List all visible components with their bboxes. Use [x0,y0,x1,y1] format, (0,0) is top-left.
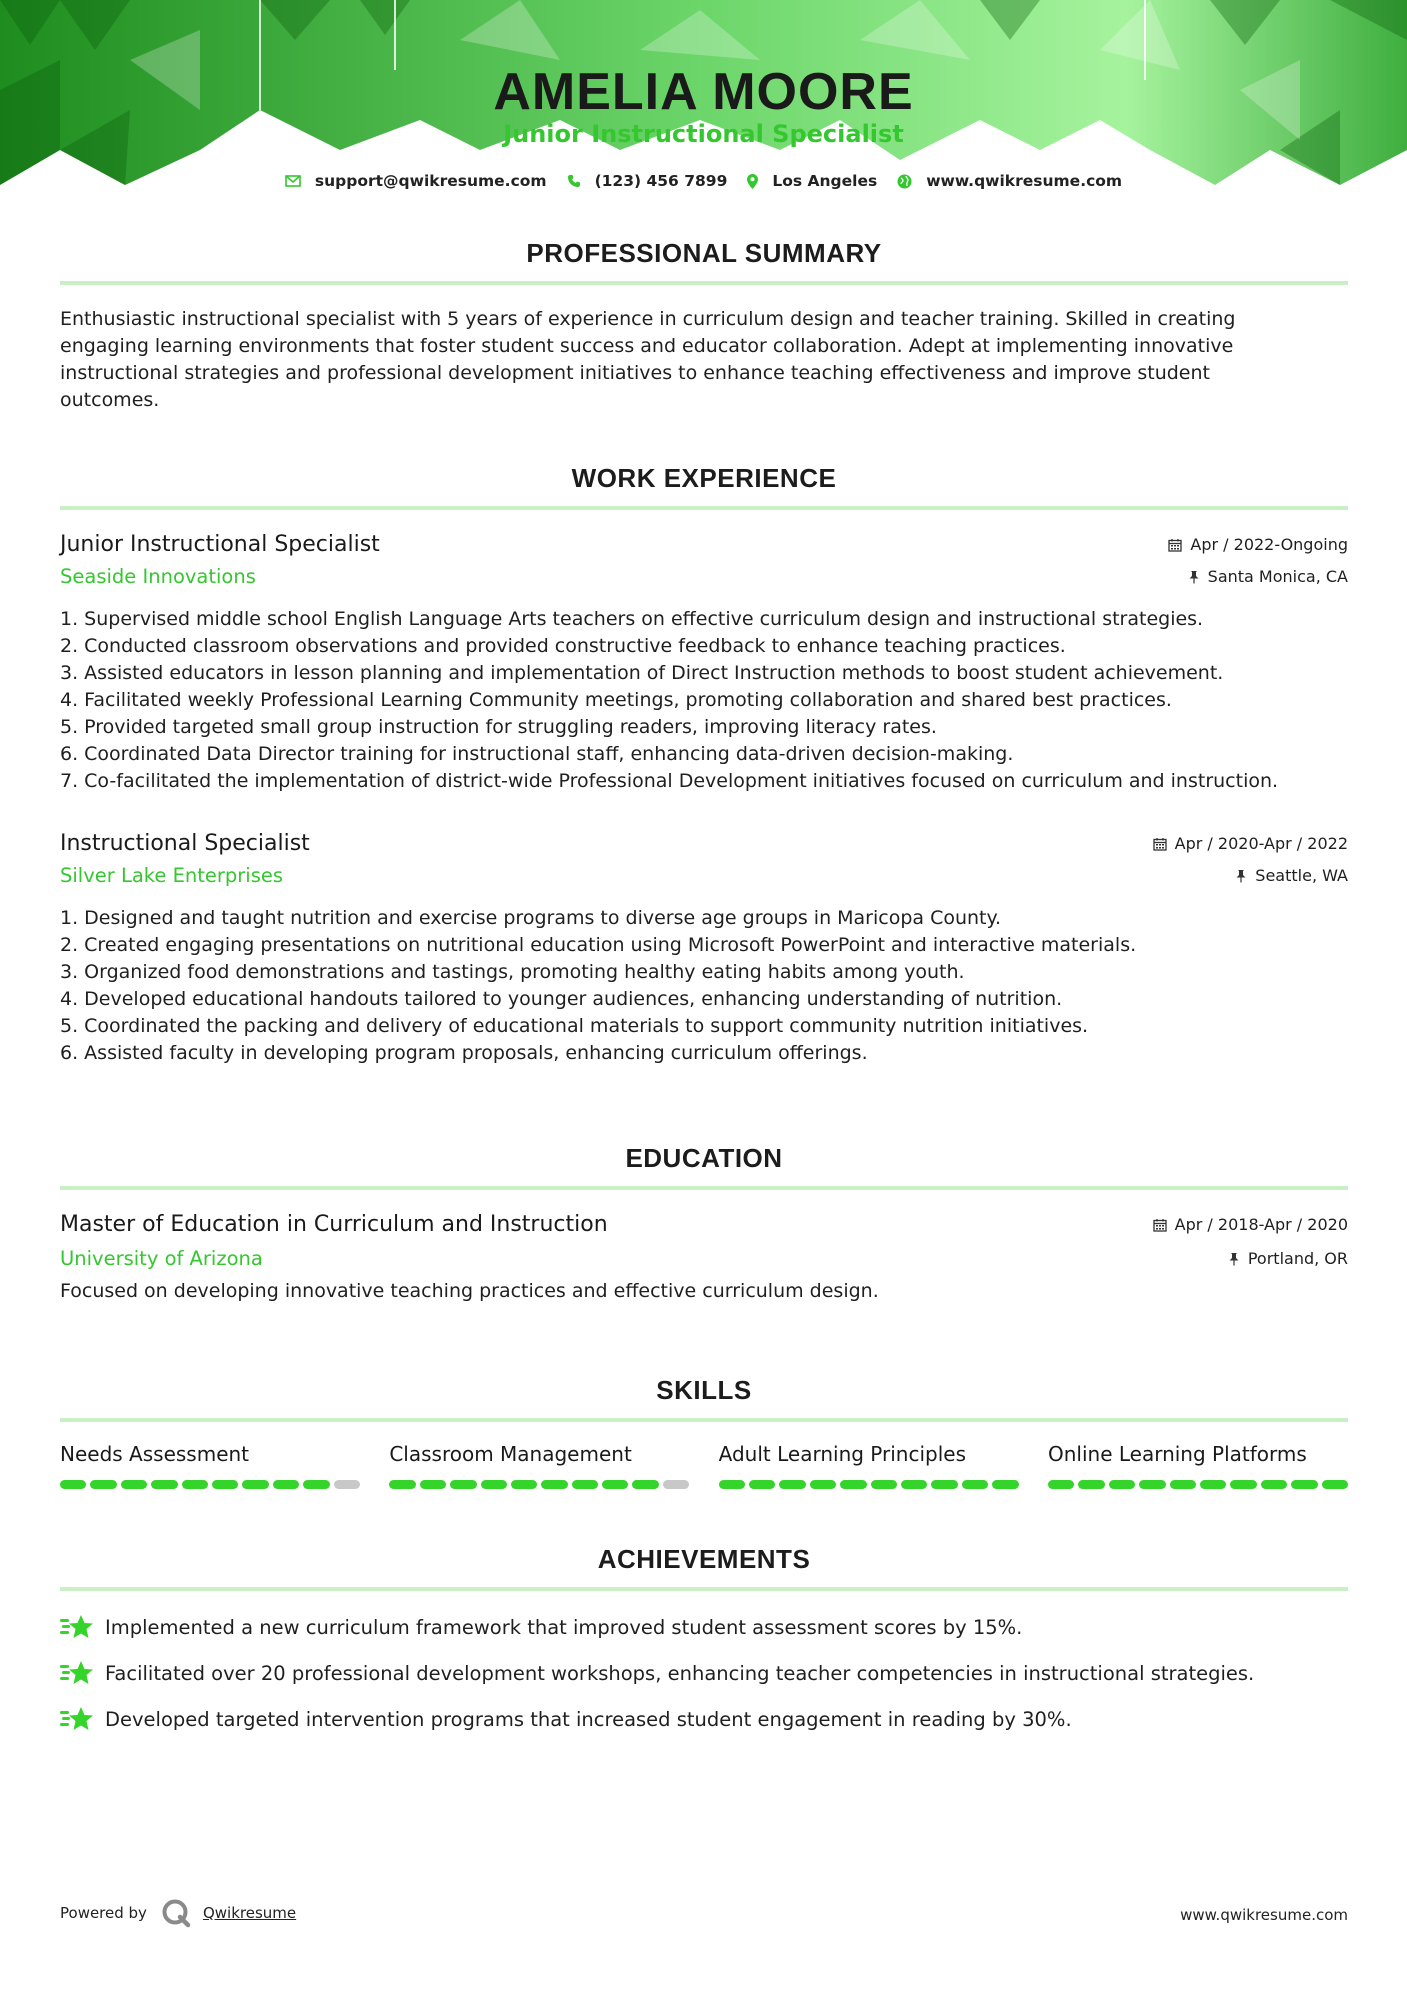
duty-item: 1. Supervised middle school English Language Arts teachers on effective curriculum design and instructional strategies. [60,608,1204,630]
skill-level-segment-filled [962,1480,988,1489]
shooting-star-icon [60,1705,93,1733]
job-location [1188,567,1348,586]
job-dates-text: Apr / 2022-Ongoing [1190,535,1348,554]
duty-item: 7. Co-facilitated the implementation of district-wide Professional Development initiatives focused on curriculum and instruction. [60,770,1279,792]
contact-email-text: support@qwikresume.com [314,172,547,190]
summary-line: instructional strategies and professional development initiatives to enhance teaching effectiveness and improve student [60,362,1210,384]
duty-item: 4. Facilitated weekly Professional Learning Community meetings, promoting collaboration and shared best practices. [60,689,1172,711]
education-divider [60,1186,1348,1190]
skill-level-segment-empty [334,1480,360,1489]
skill-level-segment-filled [303,1480,329,1489]
experience-section [60,463,1348,1067]
summary-divider [60,281,1348,285]
qwikresume-logo-icon [161,1898,191,1928]
skill-level-bar [1048,1480,1348,1489]
skill-level-segment-filled [1170,1480,1196,1489]
job-role: Instructional Specialist [60,831,310,856]
skill-level-segment-filled [182,1480,208,1489]
candidate-name: AMELIA MOORE [493,63,914,121]
achievement-text: Facilitated over 20 professional development workshops, enhancing teacher competencies in instructional strategies. [105,1661,1255,1685]
contact-website-text: www.qwikresume.com [926,172,1123,190]
skill-name: Classroom Management [389,1442,632,1466]
job-dates [1153,834,1348,853]
skills-section [60,1375,1348,1489]
contact-phone-text: (123) 456 7899 [594,172,728,190]
pushpin-icon [1235,869,1247,883]
skill-level-segment-filled [871,1480,897,1489]
skill-level-segment-filled [931,1480,957,1489]
footer-website[interactable]: www.qwikresume.com [1180,1906,1348,1924]
skills-list [60,1442,1348,1489]
job-entry [60,831,1348,1067]
skill-level-segment-empty [663,1480,689,1489]
education-section [60,1143,1348,1305]
job-location-text: Seattle, WA [1255,866,1348,885]
skill-level-segment-filled [901,1480,927,1489]
skill-name: Adult Learning Principles [718,1442,966,1466]
achievements-heading: ACHIEVEMENTS [597,1544,811,1574]
job-role: Junior Instructional Specialist [60,532,380,557]
duty-item: 3. Organized food demonstrations and tastings, promoting healthy eating habits among youth. [60,961,965,983]
duty-item: 1. Designed and taught nutrition and exercise programs to diverse age groups in Maricopa County. [60,907,1002,929]
powered-by-label: Powered by [60,1904,147,1922]
achievements-divider [60,1587,1348,1591]
duty-item: 5. Provided targeted small group instruction for struggling readers, improving literacy rates. [60,716,937,738]
duty-item: 6. Coordinated Data Director training for instructional staff, enhancing data-driven decision-making. [60,743,1014,765]
summary-heading: PROFESSIONAL SUMMARY [526,238,882,268]
phone-icon [567,174,581,188]
skill-level-segment-filled [779,1480,805,1489]
skill-level-segment-filled [719,1480,745,1489]
skill-level-segment-filled [60,1480,86,1489]
skill-name: Needs Assessment [60,1442,250,1466]
job-dates-text: Apr / 2020-Apr / 2022 [1174,834,1348,853]
achievements-section [60,1544,1348,1751]
contact-phone[interactable] [567,172,728,190]
achievement-text: Developed targeted intervention programs that increased student engagement in reading by 30%. [105,1707,1072,1731]
duty-item: 2. Created engaging presentations on nutritional education using Microsoft PowerPoint and interactive materials. [60,934,1137,956]
skill-level-segment-filled [420,1480,446,1489]
skill-level-segment-filled [1261,1480,1287,1489]
skill-level-segment-filled [151,1480,177,1489]
skill-level-segment-filled [602,1480,628,1489]
contact-location [747,172,877,190]
achievement-item [60,1705,1348,1733]
education-location-text: Portland, OR [1247,1249,1348,1268]
duty-item: 3. Assisted educators in lesson planning and implementation of Direct Instruction methods to boost student achievement. [60,662,1224,684]
job-company: Silver Lake Enterprises [60,864,284,887]
summary-text [60,306,1348,414]
globe-icon [897,174,912,189]
education-degree: Master of Education in Curriculum and Instruction [60,1212,608,1237]
education-location [1228,1249,1348,1268]
contact-location-text: Los Angeles [772,172,878,190]
achievement-text: Implemented a new curriculum framework that improved student assessment scores by 15%. [105,1615,1023,1639]
summary-line: outcomes. [60,389,160,411]
summary-line: Enthusiastic instructional specialist with 5 years of experience in curriculum design and teacher training. Skilled in creating [60,308,1236,330]
skill-level-segment-filled [273,1480,299,1489]
skill-name: Online Learning Platforms [1047,1442,1307,1466]
skill-level-segment-filled [511,1480,537,1489]
job-duties [60,905,1348,1067]
pushpin-icon [1228,1252,1240,1266]
skill-level-segment-filled [541,1480,567,1489]
skills-divider [60,1418,1348,1422]
job-location-text: Santa Monica, CA [1207,567,1348,586]
skill-level-segment-filled [1322,1480,1348,1489]
duty-item: 4. Developed educational handouts tailored to younger audiences, enhancing understanding of nutrition. [60,988,1063,1010]
summary-line: engaging learning environments that foster student success and educator collaboration. Adept at implementing innovative [60,335,1234,357]
skill-level-bar [60,1480,360,1489]
brand-link[interactable]: Qwikresume [202,1904,297,1922]
skill-level-segment-filled [840,1480,866,1489]
experience-heading: WORK EXPERIENCE [571,463,837,493]
experience-divider [60,506,1348,510]
skill-level-bar [719,1480,1019,1489]
pushpin-icon [1188,570,1200,584]
job-duties [60,606,1348,795]
candidate-title: Junior Instructional Specialist [503,120,904,148]
skill-item [60,1442,360,1489]
skill-level-segment-filled [749,1480,775,1489]
skill-level-segment-filled [632,1480,658,1489]
skill-item [1048,1442,1348,1489]
job-entry [60,532,1348,795]
skill-level-bar [389,1480,689,1489]
map-pin-icon [747,174,758,189]
skill-level-segment-filled [481,1480,507,1489]
skill-item [389,1442,689,1489]
duty-item: 5. Coordinated the packing and delivery of educational materials to support community nutrition initiatives. [60,1015,1089,1037]
contact-bar [0,172,1407,190]
education-dates-text: Apr / 2018-Apr / 2020 [1174,1215,1348,1234]
skill-level-segment-filled [810,1480,836,1489]
job-company: Seaside Innovations [60,565,256,588]
skill-level-segment-filled [1291,1480,1317,1489]
calendar-icon [1153,837,1167,851]
skills-heading: SKILLS [656,1375,752,1405]
skill-level-segment-filled [1200,1480,1226,1489]
education-description: Focused on developing innovative teaching practices and effective curriculum design. [60,1280,879,1302]
skill-level-segment-filled [90,1480,116,1489]
skill-level-segment-filled [992,1480,1018,1489]
achievement-item [60,1659,1348,1687]
footer-powered-by [60,1898,296,1928]
achievement-item [60,1613,1348,1641]
skill-item [719,1442,1019,1489]
skill-level-segment-filled [121,1480,147,1489]
skill-level-segment-filled [572,1480,598,1489]
skill-level-segment-filled [389,1480,415,1489]
skill-level-segment-filled [212,1480,238,1489]
duty-item: 2. Conducted classroom observations and provided constructive feedback to enhance teaching practices. [60,635,1066,657]
calendar-icon [1153,1218,1167,1232]
job-dates [1168,535,1348,554]
job-location [1235,866,1348,885]
achievements-list [60,1613,1348,1733]
calendar-icon [1168,538,1182,552]
summary-section [60,238,1348,414]
shooting-star-icon [60,1613,93,1641]
skill-level-segment-filled [1139,1480,1165,1489]
skill-level-segment-filled [450,1480,476,1489]
envelope-icon [285,175,301,187]
education-dates [1153,1215,1348,1234]
shooting-star-icon [60,1659,93,1687]
education-heading: EDUCATION [625,1143,783,1173]
contact-website[interactable] [897,172,1122,190]
skill-level-segment-filled [1109,1480,1135,1489]
skill-level-segment-filled [1078,1480,1104,1489]
duty-item: 6. Assisted faculty in developing program proposals, enhancing curriculum offerings. [60,1042,868,1064]
skill-level-segment-filled [1230,1480,1256,1489]
contact-email[interactable] [285,172,547,190]
skill-level-segment-filled [242,1480,268,1489]
education-school: University of Arizona [60,1247,263,1270]
skill-level-segment-filled [1048,1480,1074,1489]
